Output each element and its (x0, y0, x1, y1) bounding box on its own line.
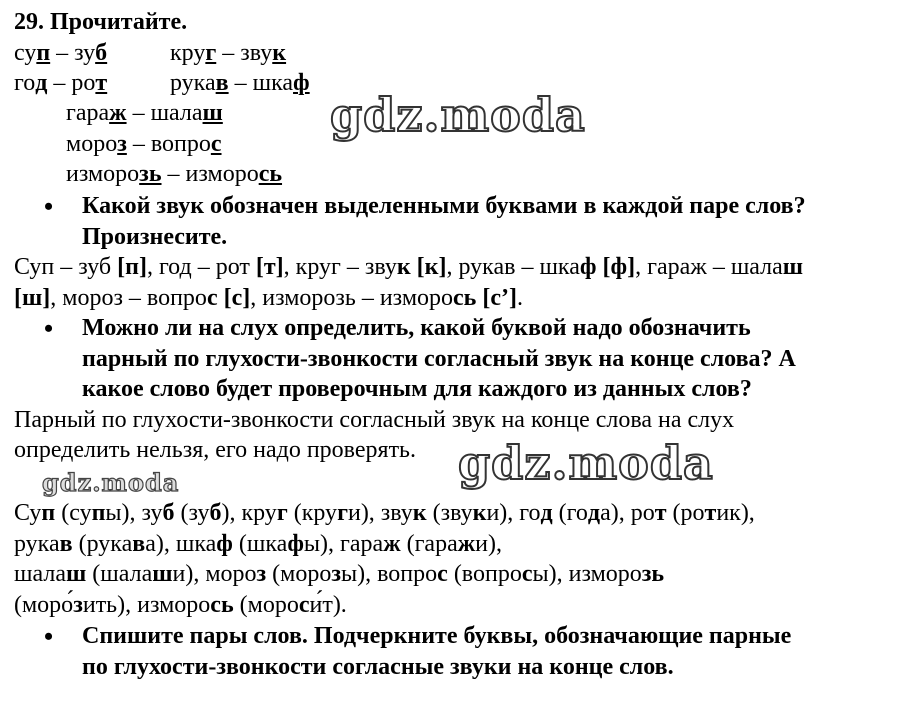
watermark-logo: gdz.moda (330, 88, 586, 142)
question-3-line-1: Спишите пары слов. Подчеркните буквы, обозначающие парные (82, 623, 792, 649)
word-pair (66, 159, 282, 189)
bold-fragment: т (654, 500, 667, 526)
text-fragment: ить), изморо (82, 592, 211, 618)
bold-fragment: [с] (223, 285, 251, 311)
bold-fragment: к (472, 500, 487, 526)
answer-1-line (14, 283, 523, 313)
highlighted-letter: т (95, 70, 108, 96)
bold-fragment: п (91, 500, 106, 526)
bold-fragment: ш (782, 254, 804, 280)
text-fragment: , гараж – шала (635, 254, 783, 280)
text-fragment: ы), изморо (532, 561, 642, 587)
text-fragment: – вопро (126, 131, 211, 157)
text-fragment: рука (170, 70, 216, 96)
text-fragment: гара (66, 100, 110, 126)
text-fragment: ы), вопро (341, 561, 438, 587)
bold-fragment: г (337, 500, 348, 526)
bold-fragment: б (162, 500, 175, 526)
text-fragment: (шка (232, 531, 288, 557)
bold-fragment: в (59, 531, 73, 557)
text-fragment: ик), (716, 500, 755, 526)
bold-fragment: б (209, 500, 222, 526)
text-fragment: , рукав – шка (446, 254, 580, 280)
task-number: 29. (14, 9, 44, 35)
text-fragment: – ро (47, 70, 96, 96)
bold-fragment: ф (216, 531, 233, 557)
bold-fragment: с (298, 592, 310, 618)
bold-fragment: [п] (117, 254, 147, 280)
word-pair (170, 38, 286, 68)
answer-2-line-1: Парный по глухости-звонкости согласный звук на конце слова на слух (14, 407, 735, 433)
answer-2-line-2: определить нельзя, его надо проверять. (14, 437, 416, 463)
word-pair (170, 68, 310, 98)
answer-3-line (14, 498, 755, 528)
highlighted-letter: д (35, 70, 48, 96)
text-fragment: шала (14, 561, 66, 587)
word-pair (66, 129, 222, 159)
answer-3-line (14, 529, 502, 559)
bold-fragment: с (206, 285, 218, 311)
text-fragment: , год – рот (146, 254, 256, 280)
text-fragment: – изморо (161, 161, 259, 187)
word-pair (66, 98, 223, 128)
text-fragment: а), ро (600, 500, 655, 526)
bold-fragment: [т] (255, 254, 284, 280)
bold-fragment: т (704, 500, 717, 526)
highlighted-letter: ф (293, 70, 310, 96)
highlighted-letter: п (36, 40, 51, 66)
text-fragment: ы), зу (105, 500, 163, 526)
bold-fragment: [ш] (14, 285, 51, 311)
bold-fragment: д (540, 500, 553, 526)
bold-fragment: ш (152, 561, 173, 587)
bullet-marker: • (44, 314, 54, 343)
text-fragment: (зу (174, 500, 210, 526)
text-fragment: (ро (666, 500, 705, 526)
bold-fragment: зь (641, 561, 665, 587)
bold-fragment: з (331, 561, 342, 587)
highlighted-letter: с (210, 131, 222, 157)
bold-fragment: к (412, 500, 427, 526)
answer-1-line (14, 252, 803, 282)
text-fragment: и́т). (309, 592, 347, 618)
highlighted-letter: зь (139, 161, 162, 187)
bold-fragment: п (41, 500, 56, 526)
text-fragment: моро (66, 131, 118, 157)
text-fragment: (зву (426, 500, 473, 526)
text-fragment: и), моро (172, 561, 257, 587)
question-3-line-2: по глухости-звонкости согласные звуки на конце слов. (82, 654, 674, 680)
bold-fragment: с (437, 561, 448, 587)
question-2-line-2: парный по глухости-звонкости согласный звук на конце слова? А (82, 346, 796, 372)
text-fragment: (го (552, 500, 588, 526)
bold-fragment: ж (383, 531, 401, 557)
text-fragment: го (14, 70, 36, 96)
text-fragment: (су (55, 500, 92, 526)
question-1-line-1: Какой звук обозначен выделенными буквами в каждой паре слов? (82, 193, 806, 219)
highlighted-letter: з (117, 131, 127, 157)
bold-fragment: ж (457, 531, 476, 557)
bullet-marker: • (44, 192, 54, 221)
bold-fragment: к (396, 254, 411, 280)
bold-fragment: ф (579, 254, 597, 280)
word-pair (14, 38, 107, 68)
text-fragment: и), зву (347, 500, 413, 526)
question-1-line-2: Произнесите. (82, 224, 228, 250)
highlighted-letter: в (215, 70, 229, 96)
text-fragment: . (517, 285, 523, 311)
text-fragment: (моро́ (14, 592, 74, 618)
highlighted-letter: ж (109, 100, 127, 126)
bold-fragment: [к] (416, 254, 447, 280)
text-fragment: (шала (86, 561, 153, 587)
text-fragment: (моро (233, 592, 299, 618)
bullet-marker: • (44, 622, 54, 651)
task-heading (14, 7, 187, 37)
bold-fragment: сь (210, 592, 234, 618)
bold-fragment: г (276, 500, 288, 526)
bold-fragment: ш (65, 561, 87, 587)
text-fragment: , изморозь – изморо (250, 285, 454, 311)
question-2-line-1: Можно ли на слух определить, какой буквой надо обозначить (82, 315, 751, 341)
bold-fragment: сь (453, 285, 477, 311)
text-fragment: су (14, 40, 37, 66)
text-fragment: ), кру (221, 500, 277, 526)
watermark-logo: gdz.moda (42, 468, 180, 497)
text-fragment: – шка (228, 70, 294, 96)
text-fragment: – шала (126, 100, 203, 126)
question-2-line-3: какое слово будет проверочным для каждого из данных слов? (82, 376, 752, 402)
answer-3-line (14, 559, 664, 589)
text-fragment: , круг – зву (283, 254, 397, 280)
bold-fragment: в (132, 531, 146, 557)
text-fragment: а), шка (145, 531, 217, 557)
text-fragment: ы), гара (303, 531, 384, 557)
bold-fragment: [ф] (602, 254, 636, 280)
bold-fragment: с (521, 561, 533, 587)
text-fragment: (гара (400, 531, 458, 557)
word-pair (14, 68, 107, 98)
bold-fragment: д (587, 500, 601, 526)
bold-fragment: ф (287, 531, 304, 557)
text-fragment: и), (475, 531, 502, 557)
text-fragment: – зу (50, 40, 96, 66)
bold-fragment: з (256, 561, 267, 587)
answer-3-line (14, 590, 347, 620)
text-fragment: (кру (287, 500, 338, 526)
highlighted-letter: к (272, 40, 287, 66)
bold-fragment: з (73, 592, 83, 618)
text-fragment: изморо (66, 161, 140, 187)
text-fragment: – зву (216, 40, 273, 66)
text-fragment: Су (14, 500, 42, 526)
task-title: Прочитайте. (50, 9, 188, 35)
watermark-logo: gdz.moda (458, 436, 714, 490)
highlighted-letter: ш (202, 100, 223, 126)
text-fragment: Суп – зуб (14, 254, 118, 280)
text-fragment: и), го (486, 500, 541, 526)
text-fragment: кру (170, 40, 206, 66)
text-fragment: (моро (266, 561, 332, 587)
highlighted-letter: г (205, 40, 217, 66)
bold-fragment: [с’] (482, 285, 517, 311)
highlighted-letter: сь (258, 161, 283, 187)
highlighted-letter: б (95, 40, 108, 66)
text-fragment: , мороз – вопро (50, 285, 207, 311)
text-fragment: (вопро (447, 561, 522, 587)
text-fragment: (рука (72, 531, 133, 557)
text-fragment: рука (14, 531, 60, 557)
